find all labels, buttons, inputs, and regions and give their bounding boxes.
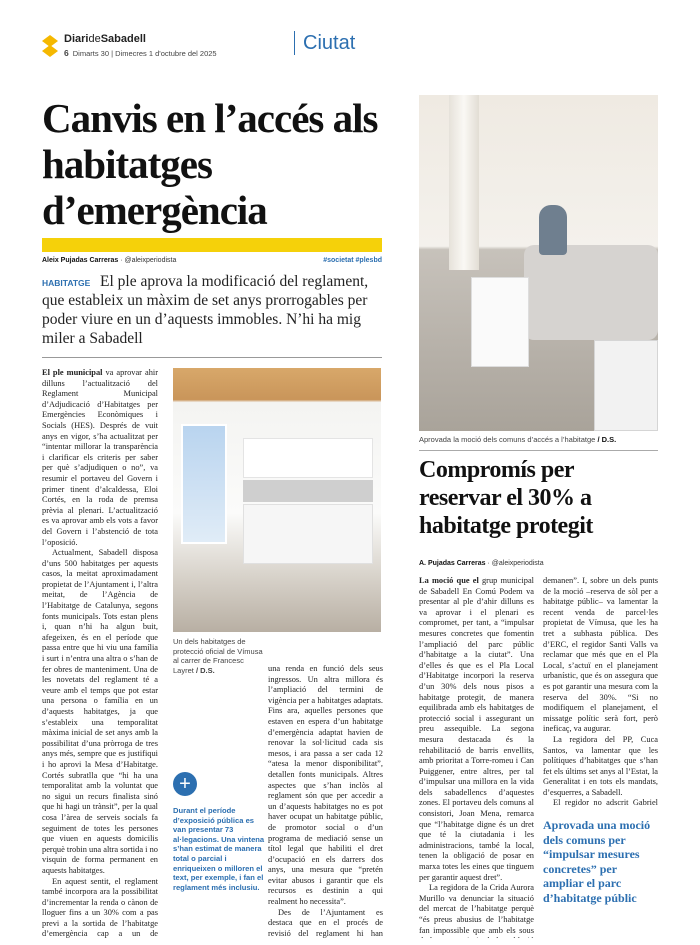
main-byline [42, 257, 382, 264]
plus-icon: + [173, 772, 197, 796]
body-paragraph: El ple municipal va aprovar ahir dilluns l’actualització del Reglament Municipal d’Adjudicació d’Habitatges per Emergències Econòmiques i Socials (HES). Després de vuit anys en vigor, s’ha actualitzat per “intentar millorar la transparència i clarificar els criteris per saber per què s’adjudiquen o no”, va resumir el portaveu del Govern i primer tinent d’alcaldessa, Eloi Cortés, en la roda de premsa prèvia al plenari. L’actualització es va aprovar amb els vots a favor del Govern i l’abstenció de tota l’oposició. [42, 368, 158, 547]
second-byline [419, 560, 658, 567]
author-handle: · @aleixperiodista [120, 257, 177, 264]
photo-credit: / D.S. [195, 665, 215, 675]
body-paragraph: La regidora de la Crida Aurora Murillo va denunciar la situació del mercat de l’habitatge perquè “és preus abusius de l’habitatge fan impossible que amb els sous [419, 883, 534, 935]
author-name: A. Pujadas Carreras [419, 560, 486, 567]
second-body-column-1 [419, 576, 534, 938]
page-number: 6 [64, 48, 69, 58]
body-paragraph: La regidora del PP, Cuca Santos, va lamentar que les polítiques d’habitatges que s’han fet els últims set anys al l’Estat, la Generalitat i en tots els mandats, d’esquerres, a Sabadell. [543, 734, 658, 797]
living-room-photo-caption: Aprovada la moció dels comuns d’accés a l’habitatge / D.S. [419, 435, 617, 444]
main-headline: Canvis en l’accés als habitatges d’emergència [42, 95, 378, 233]
main-body-column-2 [268, 664, 383, 938]
main-standfirst: El ple aprova la modificació del reglament, que estableix un màxim de set anys prorrogables per poder viure en un d’aquests immobles. N’hi ha mig miler a Sabadell [42, 273, 369, 347]
pull-quote: Aprovada una moció dels comuns per “impulsar mesures concretes” per ampliar el parc d’habitatge públic [543, 818, 651, 905]
second-headline: Compromís per reservar el 30% a habitatge protegit [419, 457, 593, 539]
divider [419, 450, 658, 451]
diari-logo-icon [42, 35, 58, 57]
living-room-photo [419, 95, 658, 431]
body-paragraph: Actualment, Sabadell disposa d’uns 500 habitatges per aquests casos, la meitat aproximadament propietat de l’Ajuntament i, l’altra meitat, de l’Agència de l’Habitatge de Catalunya, segons fonts municipals. Tots estan plens i, quan n’hi ha algun buit, afegeixen, és en el període que passa entre que hi viu una família i surt i n’entra una altra o s’han de fer obres de manteniment. Una de les novetats del reglament té a veure amb el temps que pot estar una persona o família en un d’aquests habitatges, ja que s’estableix una temporalitat màxima inicial de set anys amb la possibilitat d’una pròrroga de tres anys més, sempre que es justifiqui i ho aprovi la Mesa d’Habitatge. Cortés subratlla que “hi ha una temporalitat amb la voluntat que no sigui un recurs finalista sinó que hi hagi un trànsit”, per la qual cosa l’àrea de serveis socials fa seguiment de totes les persones que viuen en aquests domicilis perquè trobin una altra sortida i no visquin de forma permanent en aquests habitatges. [42, 548, 158, 875]
photo-credit: / D.S. [597, 435, 617, 444]
allegations-sidebox: Durant el període d’exposició pública es van presentar 73 al·legacions. Una vintena s’han estimat de manera total o parcial i enriqueixen o milloren el text, per exemple, i fan el reglament més inclusiu. [173, 806, 265, 892]
issue-date: Dimarts 30 | Dimecres 1 d'octubre del 2025 [72, 49, 217, 58]
lead-in: El ple municipal [42, 368, 103, 377]
body-paragraph: La moció que el grup municipal de Sabadell En Comú Podem va presentar al ple d’ahir dilluns es va aprovar i el plenari es compromet, per tant, a “impulsar mesures concretes que fomentin l’ampliació del parc públic d’habitatge a la ciutat”. Una d’elles és que es el Pla Local d’Habitatge incorpori la reserva d’un 30% dels nous pisos a habitatge protegit, de manera equilibrada amb els habitatges de protecció social i assegurant un preu assequible. La segona mesura destacada és la rehabilitació de barris envellits, amb prioritat a Torre-romeu i Can Puiggener, entre altres, per tal d’impulsar una millora en la vida dels sabadellencs d’aquestes zones. El portaveu dels comuns al consistori, Joan Mena, remarca que “l’habitatge digne és un dret que té la ciutadania i les administracions, també la local, tenen la obligació de posar en marxa totes les eines que tinguem per garantir aquest dret”. [419, 576, 534, 882]
lead-in: La moció que el [419, 576, 479, 585]
kitchen-photo-caption: Un dels habitatges de protecció oficial de Vímusa al carrer de Francesc Layret / D.S. [173, 637, 263, 675]
headline-highlight-bar [42, 238, 382, 252]
body-paragraph: El regidor no adscrit Gabriel [553, 798, 658, 808]
body-paragraph: una renda en funció dels seus ingressos. Un altra millora és l’ampliació del termini de vigència per a habitatges adaptats. Fins ara, aquelles persones que estaven en espera d’un habitatge d’emergència adaptat havien de renovar la sol·licitud cada sis mesos, i ara passa a ser cada 12 “atesa la menor disponibilitat”, detallen fonts municipals. Altres aspectes que s’han inclòs al reglament són que per accedir a un d’aquests habitatges no es pot haver ocupat un habitatge públic, de promotor social o d’un programa de mediació sense un títol legal que habiliti el dret d’ocupació en els darrers dos anys, una mesura que “pretén evitar abusos i garantir que els recursos es destinin a qui realment ho necessita”. [268, 664, 383, 907]
main-body-column-1 [42, 368, 158, 938]
body-paragraph: demanen”. I, sobre un dels punts de la moció –reserva de sòl per a habitatge públic– va lamentar la recent venda de parcel·les propietat de Vímusa, que les ha tret a subhasta pública. Des d’ERC, el regidor Santi Valls va reclamar que més que en el Pla Local, s’actuï en el planejament urbanístic, que és on assegura que es pot garantir una mesura com la reserva del 30%. “Si no modifiquem el planejament, el missatge polític serà fort, però ineficaç, va augurar. [543, 576, 658, 734]
page-date-line [64, 48, 217, 58]
body-paragraph: En aquest sentit, el reglament també incorpora ara la possibilitat d’incrementar la renda o cànon de lloguer fins a un 30% com a pas previ a la sortida de l’habitatge d’emergència cap a un de [42, 876, 158, 938]
main-kicker: HABITATGE [42, 278, 91, 288]
divider [42, 357, 382, 358]
author-handle: · @aleixperiodista [487, 560, 544, 567]
article-tags: #societat #plesbd [323, 257, 382, 264]
second-body-column-2 [543, 576, 658, 809]
body-paragraph: Des de l’Ajuntament es destaca que en el procés de revisió del reglament hi han [268, 907, 383, 938]
brand-name: DiarideSabadell [64, 33, 146, 45]
author-name: Aleix Pujadas Carreras [42, 257, 119, 264]
kitchen-photo [173, 368, 381, 632]
section-title: Ciutat [294, 31, 355, 55]
